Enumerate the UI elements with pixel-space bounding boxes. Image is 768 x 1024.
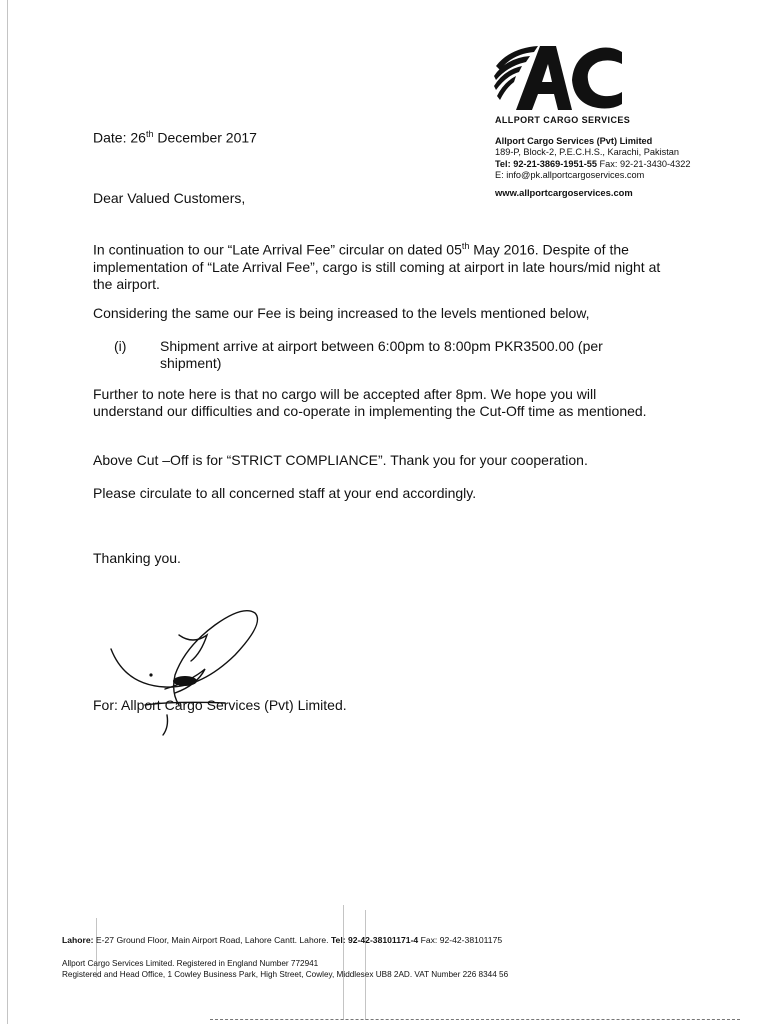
paragraph-continuation: In continuation to our “Late Arrival Fee” circular on dated 05th May 2016. Despite of the implementation of “Late Arrival Fee”, cargo is still coming at airport in late hours/mid night at the airport.	[93, 241, 661, 292]
logo-letter-c	[572, 48, 622, 109]
paragraph-circulate: Please circulate to all concerned staff at your end accordingly.	[93, 485, 477, 501]
footer-city: Lahore:	[62, 935, 94, 945]
footer-registration	[62, 959, 508, 980]
list-item-number: (i)	[114, 338, 127, 354]
company-contact	[495, 159, 690, 170]
list-item-shipment-fee: Shipment arrive at airport between 6:00pm to 8:00pm PKR3500.00 (per shipment)	[160, 338, 603, 371]
closing: Thanking you.	[93, 550, 181, 566]
company-name: Allport Cargo Services (Pvt) Limited	[495, 136, 653, 146]
footer-lahore-office	[62, 935, 502, 945]
salutation: Dear Valued Customers,	[93, 190, 246, 206]
company-logo	[494, 44, 622, 112]
footer-registration-line-1: Allport Cargo Services Limited. Registered in England Number 772941	[62, 959, 319, 968]
handwritten-signature	[105, 605, 275, 740]
scan-artifact-line	[96, 918, 97, 978]
footer-fax: Fax: 92-42-38101175	[418, 935, 503, 945]
scan-artifact-dashed-rule	[210, 1019, 740, 1021]
paragraph-cutoff-note: Further to note here is that no cargo will be accepted after 8pm. We hope you will understand our difficulties and co-operate in implementing the Cut-Off time as mentioned.	[93, 386, 647, 419]
tel-label: Tel: 92-21-3869-1951-55	[495, 158, 597, 169]
brand-name: ALLPORT CARGO SERVICES	[495, 115, 631, 125]
scan-artifact-line	[7, 0, 8, 1024]
company-email: E: info@pk.allportcargoservices.com	[495, 170, 645, 181]
letter-date: Date: 26th December 2017	[93, 129, 257, 146]
company-website: www.allportcargoservices.com	[495, 187, 633, 198]
footer-address: E-27 Ground Floor, Main Airport Road, Lahore Cantt. Lahore.	[93, 935, 331, 945]
logo-letter-a	[516, 46, 572, 110]
footer-tel: Tel: 92-42-38101171-4	[330, 935, 419, 945]
fax-number: Fax: 92-21-3430-4322	[599, 158, 691, 169]
scan-artifact-line	[365, 910, 366, 1020]
scan-artifact-line	[343, 905, 344, 1020]
letterhead-address-block	[495, 136, 690, 182]
company-address: 189-P, Block-2, P.E.C.H.S., Karachi, Pakistan	[495, 147, 680, 158]
paragraph-fee-increase: Considering the same our Fee is being increased to the levels mentioned below,	[93, 305, 590, 321]
signoff-line: For: Allport Cargo Services (Pvt) Limited.	[93, 697, 347, 713]
footer-registration-line-2: Registered and Head Office, 1 Cowley Business Park, High Street, Cowley, Middlesex UB8 2AD. VAT Number 226 8344 56	[62, 969, 509, 979]
paragraph-strict-compliance: Above Cut –Off is for “STRICT COMPLIANCE”. Thank you for your cooperation.	[93, 452, 588, 468]
